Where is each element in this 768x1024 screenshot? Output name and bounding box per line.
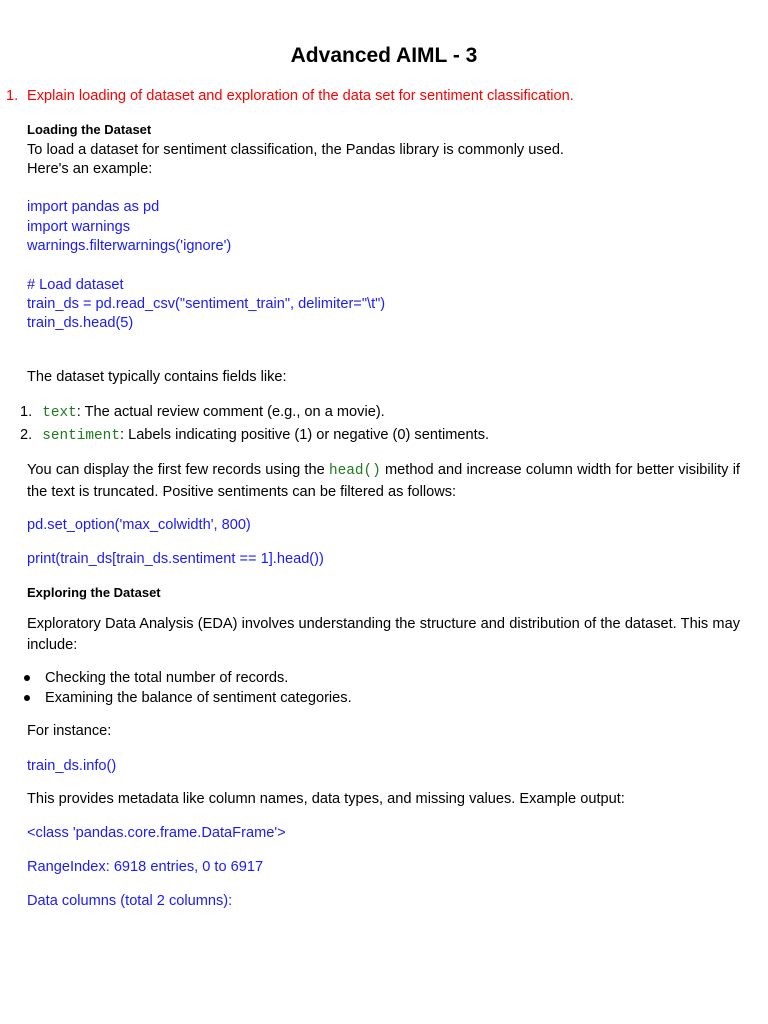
field-name: sentiment (42, 428, 120, 444)
output-line: <class 'pandas.core.frame.DataFrame'> (27, 825, 286, 841)
code-set-option: pd.set_option('max_colwidth', 800) (27, 517, 251, 533)
output-line: RangeIndex: 6918 entries, 0 to 6917 (27, 859, 264, 875)
display-text-pre: You can display the first few records using the (27, 462, 329, 478)
metadata-text: This provides metadata like column names, data types, and missing values. Example output: (27, 791, 625, 807)
code-line: warnings.filterwarnings('ignore') (27, 238, 232, 254)
for-instance: For instance: (27, 723, 112, 739)
code-line: train_ds.head(5) (27, 315, 134, 331)
bullet-item: Checking the total number of records. (45, 670, 289, 686)
intro-line-1: To load a dataset for sentiment classification, the Pandas library is commonly used. (27, 142, 564, 158)
field-item (20, 426, 489, 446)
bullet-dot (24, 675, 30, 681)
question-number: 1. (6, 88, 19, 104)
field-desc: : Labels indicating positive (1) or negative (0) sentiments. (119, 427, 490, 443)
field-name: text (42, 405, 77, 421)
display-text-post: method and increase column width for better visibility if the text is truncated. Positive sentiments can be filtered as follows: (27, 462, 740, 500)
display-paragraph (27, 460, 740, 503)
field-desc: : The actual review comment (e.g., on a movie). (76, 404, 385, 420)
page-title: Advanced AIML - 3 (290, 44, 478, 67)
section-heading-loading: Loading the Dataset (27, 122, 152, 137)
field-number: 1. (20, 404, 33, 420)
intro-line-2: Here's an example: (27, 161, 153, 177)
code-line: import pandas as pd (27, 199, 160, 215)
output-line: Data columns (total 2 columns): (27, 893, 233, 909)
field-item (20, 403, 385, 423)
bullet-dot (24, 695, 30, 701)
section-heading-exploring: Exploring the Dataset (27, 585, 161, 600)
bullet-item: Examining the balance of sentiment categories. (45, 690, 352, 706)
field-number: 2. (20, 427, 33, 443)
code-line: import warnings (27, 219, 131, 235)
eda-paragraph: Exploratory Data Analysis (EDA) involves understanding the structure and distribution of the dataset. This may include: (27, 616, 740, 653)
head-method-code: head() (328, 463, 381, 479)
code-print: print(train_ds[train_ds.sentiment == 1].head()) (27, 551, 324, 567)
question-text: Explain loading of dataset and exploration of the data set for sentiment classification. (27, 88, 574, 104)
code-line: train_ds = pd.read_csv("sentiment_train", delimiter="\t") (27, 296, 386, 312)
code-line: # Load dataset (27, 277, 124, 293)
fields-intro: The dataset typically contains fields like: (27, 369, 287, 385)
code-info: train_ds.info() (27, 758, 117, 774)
